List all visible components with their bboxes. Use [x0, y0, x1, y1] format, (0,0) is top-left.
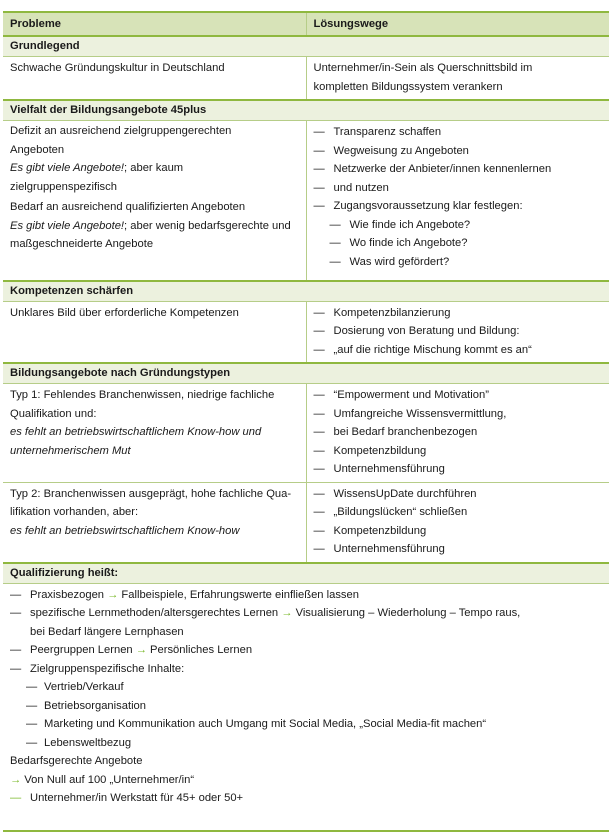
list-item: — Unternehmensführung	[314, 460, 604, 479]
problem-text: Typ 1: Fehlendes Branchenwissen, niedrige fachliche	[10, 389, 275, 401]
list-item-text: bei Bedarf längere Lernphasen	[30, 625, 184, 638]
list-item	[10, 660, 603, 679]
list-item: — “Empowerment und Motivation”	[314, 386, 604, 405]
list-item: — „Bildungslücken“ schließen	[314, 503, 604, 522]
table-row	[3, 583, 609, 831]
dash-icon: —	[26, 736, 38, 749]
arrow-right-icon: →	[10, 773, 22, 786]
solution-list	[314, 386, 604, 479]
solution-cell	[306, 301, 609, 363]
problem-cell	[3, 121, 306, 281]
list-item-text: „auf die richtige Mischung kommt es an“	[333, 343, 532, 356]
arrow-right-icon: →	[135, 644, 147, 656]
problem-text: lifikation vorhanden, aber:	[10, 506, 139, 518]
arrow-right-icon: →	[107, 588, 119, 601]
list-item-text: Betriebsorganisation	[44, 699, 146, 712]
solution-list	[314, 304, 604, 360]
list-item-text: bei Bedarf branchenbezogen	[333, 426, 478, 438]
list-item-text: Marketing und Kommunikation auch Umgang mit Social Media, „Social Media-fit machen“	[44, 718, 487, 730]
problem-text: Unklares Bild über erforderliche Kompetenzen	[10, 306, 239, 319]
dash-icon: —	[26, 681, 38, 693]
dash-icon: —	[10, 662, 22, 675]
list-item	[10, 641, 603, 660]
list-item: — Umfangreiche Wissensvermittlung,	[314, 405, 604, 424]
list-item-text: Peergruppen Lernen	[30, 644, 133, 656]
list-item	[10, 604, 603, 623]
list-item	[10, 789, 603, 808]
problem-solution-table	[3, 11, 609, 832]
italic-text: Es gibt viele Angebote!	[10, 162, 125, 174]
header-loesungswege: Lösungswege	[306, 12, 609, 36]
list-item-continued	[10, 623, 603, 642]
problem-cell	[3, 384, 306, 483]
problem-block	[3, 121, 306, 197]
list-item-text: Unternehmer/in Werkstatt für 45+ oder 50+	[30, 792, 244, 804]
dash-icon: —	[10, 792, 22, 804]
problem-cell	[3, 57, 306, 101]
italic-text: unternehmerischem Mut	[10, 444, 131, 457]
solution-text: kompletten Bildungssystem verankern	[313, 80, 503, 93]
list-item-continued	[314, 341, 604, 360]
table	[3, 11, 609, 832]
list-item: — Kompetenzbilanzierung	[314, 304, 604, 323]
italic-text: Es gibt viele Angebote!	[10, 219, 125, 232]
bedarf-text: Bedarfsgerechte Angebote	[10, 755, 143, 767]
dash-icon: —	[26, 699, 38, 712]
list-item: — Unternehmensführung	[314, 540, 604, 559]
list-item-text: und nutzen	[333, 181, 389, 194]
list-subitem: — Wie finde ich Angebote?	[314, 216, 604, 235]
problem-text: zielgruppenspezifisch	[10, 180, 117, 193]
section-kompetenzen	[3, 281, 609, 302]
table-header	[3, 12, 609, 36]
table-row	[3, 57, 609, 101]
list-item-text: Von Null auf 100 „Unternehmer/in“	[24, 773, 195, 786]
list-item-text: Vertrieb/Verkauf	[44, 681, 124, 693]
list-item: — Netzwerke der Anbieter/innen kennenlernen	[314, 160, 604, 179]
solution-cell	[306, 384, 609, 483]
list-item-continued	[314, 179, 604, 198]
problem-text: Qualifikation und:	[10, 407, 97, 420]
section-title: Qualifizierung heißt:	[3, 563, 609, 584]
section-qualifizierung	[3, 563, 609, 584]
problem-text	[10, 159, 300, 178]
list-subitem	[10, 678, 603, 697]
qualifizierung-cell	[3, 583, 609, 831]
table-row	[3, 482, 609, 563]
list-subitem: — Wo finde ich Angebote?	[314, 234, 604, 253]
solution-cell	[306, 482, 609, 563]
solution-list	[314, 123, 604, 271]
problem-text-rest: ; aber kaum	[124, 162, 184, 174]
dash-icon: —	[10, 588, 22, 601]
header-probleme: Probleme	[3, 12, 306, 36]
problem-text: maßgeschneiderte Angebote	[10, 238, 154, 250]
problem-text-rest: ; aber wenig bedarfsgerechte und	[124, 219, 291, 232]
list-item-continued	[314, 423, 604, 442]
solution-cell	[306, 57, 609, 101]
list-item: — Zugangsvoraussetzung klar festlegen:	[314, 197, 604, 216]
problem-text: Angeboten	[10, 143, 65, 156]
table-row	[3, 384, 609, 483]
problem-text: Typ 2: Branchenwissen ausgeprägt, hohe fachliche Qua-	[10, 487, 292, 500]
list-item: — Transparenz schaffen	[314, 123, 604, 142]
list-item-text: Visualisierung – Wiederholung – Tempo raus,	[295, 607, 521, 619]
list-item: — Kompetenzbildung	[314, 522, 604, 541]
list-item-text: Fallbeispiele, Erfahrungswerte einfließen lassen	[121, 588, 359, 601]
table-row	[3, 301, 609, 363]
list-subitem: — Was wird gefördert?	[314, 253, 604, 272]
list-item	[10, 586, 603, 605]
section-title: Kompetenzen schärfen	[3, 281, 609, 302]
solution-text: Unternehmer/in-Sein als Querschnittsbild im	[313, 62, 533, 74]
list-subitem	[10, 697, 603, 716]
list-item: — Kompetenzbildung	[314, 442, 604, 461]
list-item: — Wegweisung zu Angeboten	[314, 142, 604, 161]
problem-text: Schwache Gründungskultur in Deutschland	[10, 62, 225, 74]
section-title: Grundlegend	[3, 36, 609, 57]
list-item-text: Lebensweltbezug	[44, 736, 132, 749]
list-item: — WissensUpDate durchführen	[314, 485, 604, 504]
dash-icon: —	[10, 607, 22, 619]
list-item-text: spezifische Lernmethoden/altersgerechtes Lernen	[30, 607, 279, 619]
section-gruendungstypen	[3, 363, 609, 384]
problem-cell	[3, 301, 306, 363]
list-subitem	[10, 715, 603, 734]
problem-text: Defizit an ausreichend zielgruppengerechten	[10, 125, 232, 137]
italic-text: es fehlt an betriebswirtschaftlichem Know-how	[10, 524, 240, 537]
solution-cell	[306, 121, 609, 281]
null-line	[10, 771, 603, 790]
list-item: — Dosierung von Beratung und Bildung:	[314, 322, 604, 341]
problem-block	[3, 197, 306, 280]
dash-icon: —	[10, 644, 22, 656]
dash-icon: —	[26, 718, 38, 730]
section-title: Bildungsangebote nach Gründungstypen	[3, 363, 609, 384]
list-subitem	[10, 734, 603, 753]
list-item-text: Zielgruppenspezifische Inhalte:	[30, 662, 185, 675]
italic-text: es fehlt an betriebswirtschaftlichem Know-how und	[10, 426, 262, 438]
section-title: Vielfalt der Bildungsangebote 45plus	[3, 100, 609, 121]
list-item-text: Persönliches Lernen	[150, 644, 253, 656]
section-vielfalt	[3, 100, 609, 121]
arrow-right-icon: →	[281, 607, 293, 619]
section-grundlegend	[3, 36, 609, 57]
table-row	[3, 121, 609, 281]
problem-text	[10, 217, 300, 236]
problem-cell	[3, 482, 306, 563]
list-item-text: Praxisbezogen	[30, 588, 105, 601]
solution-list	[314, 485, 604, 559]
problem-text: Bedarf an ausreichend qualifizierten Angeboten	[10, 201, 246, 213]
